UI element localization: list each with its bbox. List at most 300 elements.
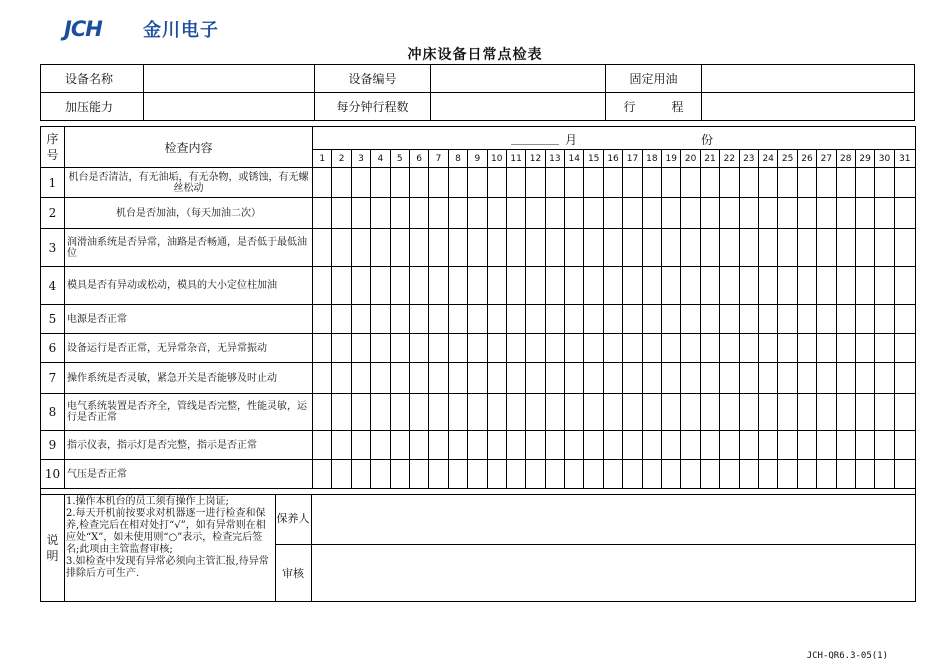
check-cell-day-16[interactable] (603, 394, 622, 431)
check-cell-day-5[interactable] (390, 431, 409, 460)
check-cell-day-6[interactable] (409, 168, 428, 198)
check-cell-day-1[interactable] (313, 363, 332, 394)
check-cell-day-21[interactable] (700, 394, 719, 431)
check-cell-day-6[interactable] (409, 305, 428, 334)
check-cell-day-22[interactable] (720, 394, 739, 431)
check-cell-day-26[interactable] (797, 229, 816, 267)
check-cell-day-17[interactable] (623, 267, 642, 305)
check-cell-day-13[interactable] (545, 431, 564, 460)
check-cell-day-13[interactable] (545, 305, 564, 334)
check-cell-day-14[interactable] (565, 229, 584, 267)
check-cell-day-22[interactable] (720, 305, 739, 334)
check-cell-day-1[interactable] (313, 198, 332, 229)
check-cell-day-1[interactable] (313, 460, 332, 489)
check-cell-day-21[interactable] (700, 431, 719, 460)
check-cell-day-5[interactable] (390, 229, 409, 267)
check-cell-day-29[interactable] (855, 305, 874, 334)
check-cell-day-19[interactable] (662, 305, 681, 334)
check-cell-day-21[interactable] (700, 460, 719, 489)
check-cell-day-8[interactable] (448, 168, 467, 198)
check-cell-day-23[interactable] (739, 394, 758, 431)
check-cell-day-8[interactable] (448, 363, 467, 394)
check-cell-day-24[interactable] (758, 267, 777, 305)
check-cell-day-18[interactable] (642, 363, 661, 394)
check-cell-day-10[interactable] (487, 363, 506, 394)
check-cell-day-23[interactable] (739, 267, 758, 305)
check-cell-day-21[interactable] (700, 198, 719, 229)
check-cell-day-14[interactable] (565, 267, 584, 305)
check-cell-day-23[interactable] (739, 460, 758, 489)
check-cell-day-7[interactable] (429, 460, 448, 489)
check-cell-day-13[interactable] (545, 363, 564, 394)
check-cell-day-6[interactable] (409, 229, 428, 267)
check-cell-day-20[interactable] (681, 334, 700, 363)
check-cell-day-15[interactable] (584, 168, 603, 198)
check-cell-day-9[interactable] (468, 334, 487, 363)
check-cell-day-23[interactable] (739, 363, 758, 394)
check-cell-day-1[interactable] (313, 334, 332, 363)
check-cell-day-11[interactable] (506, 460, 525, 489)
check-cell-day-26[interactable] (797, 267, 816, 305)
stroke-value[interactable] (702, 93, 915, 121)
check-cell-day-12[interactable] (526, 267, 545, 305)
check-cell-day-20[interactable] (681, 394, 700, 431)
check-cell-day-21[interactable] (700, 229, 719, 267)
check-cell-day-15[interactable] (584, 229, 603, 267)
check-cell-day-8[interactable] (448, 394, 467, 431)
check-cell-day-16[interactable] (603, 305, 622, 334)
check-cell-day-23[interactable] (739, 168, 758, 198)
check-cell-day-12[interactable] (526, 394, 545, 431)
check-cell-day-29[interactable] (855, 394, 874, 431)
check-cell-day-5[interactable] (390, 334, 409, 363)
check-cell-day-4[interactable] (371, 267, 390, 305)
check-cell-day-15[interactable] (584, 198, 603, 229)
check-cell-day-20[interactable] (681, 198, 700, 229)
check-cell-day-25[interactable] (778, 305, 797, 334)
check-cell-day-9[interactable] (468, 198, 487, 229)
check-cell-day-29[interactable] (855, 460, 874, 489)
check-cell-day-21[interactable] (700, 168, 719, 198)
check-cell-day-5[interactable] (390, 394, 409, 431)
check-cell-day-11[interactable] (506, 334, 525, 363)
check-cell-day-10[interactable] (487, 267, 506, 305)
check-cell-day-3[interactable] (351, 363, 370, 394)
check-cell-day-3[interactable] (351, 460, 370, 489)
check-cell-day-4[interactable] (371, 198, 390, 229)
check-cell-day-17[interactable] (623, 168, 642, 198)
check-cell-day-1[interactable] (313, 431, 332, 460)
check-cell-day-4[interactable] (371, 363, 390, 394)
check-cell-day-16[interactable] (603, 431, 622, 460)
check-cell-day-1[interactable] (313, 267, 332, 305)
strokes-per-min-value[interactable] (431, 93, 606, 121)
check-cell-day-1[interactable] (313, 305, 332, 334)
check-cell-day-6[interactable] (409, 267, 428, 305)
check-cell-day-3[interactable] (351, 334, 370, 363)
check-cell-day-29[interactable] (855, 431, 874, 460)
equipment-no-value[interactable] (431, 65, 606, 93)
check-cell-day-28[interactable] (836, 168, 855, 198)
check-cell-day-21[interactable] (700, 334, 719, 363)
check-cell-day-30[interactable] (875, 334, 894, 363)
check-cell-day-28[interactable] (836, 431, 855, 460)
check-cell-day-16[interactable] (603, 168, 622, 198)
check-cell-day-7[interactable] (429, 431, 448, 460)
check-cell-day-11[interactable] (506, 394, 525, 431)
check-cell-day-30[interactable] (875, 460, 894, 489)
equipment-name-value[interactable] (144, 65, 315, 93)
check-cell-day-23[interactable] (739, 198, 758, 229)
check-cell-day-2[interactable] (332, 267, 351, 305)
check-cell-day-10[interactable] (487, 198, 506, 229)
check-cell-day-17[interactable] (623, 305, 642, 334)
check-cell-day-20[interactable] (681, 363, 700, 394)
check-cell-day-30[interactable] (875, 394, 894, 431)
check-cell-day-24[interactable] (758, 460, 777, 489)
check-cell-day-30[interactable] (875, 168, 894, 198)
check-cell-day-19[interactable] (662, 198, 681, 229)
check-cell-day-15[interactable] (584, 267, 603, 305)
check-cell-day-6[interactable] (409, 198, 428, 229)
check-cell-day-11[interactable] (506, 363, 525, 394)
check-cell-day-31[interactable] (894, 363, 915, 394)
check-cell-day-15[interactable] (584, 305, 603, 334)
check-cell-day-30[interactable] (875, 229, 894, 267)
check-cell-day-20[interactable] (681, 431, 700, 460)
check-cell-day-7[interactable] (429, 363, 448, 394)
check-cell-day-29[interactable] (855, 334, 874, 363)
check-cell-day-19[interactable] (662, 267, 681, 305)
check-cell-day-16[interactable] (603, 198, 622, 229)
check-cell-day-18[interactable] (642, 394, 661, 431)
check-cell-day-27[interactable] (817, 198, 836, 229)
check-cell-day-20[interactable] (681, 168, 700, 198)
check-cell-day-28[interactable] (836, 394, 855, 431)
check-cell-day-3[interactable] (351, 267, 370, 305)
check-cell-day-26[interactable] (797, 460, 816, 489)
check-cell-day-7[interactable] (429, 334, 448, 363)
check-cell-day-4[interactable] (371, 229, 390, 267)
check-cell-day-23[interactable] (739, 305, 758, 334)
check-cell-day-18[interactable] (642, 168, 661, 198)
check-cell-day-27[interactable] (817, 431, 836, 460)
check-cell-day-13[interactable] (545, 229, 564, 267)
check-cell-day-8[interactable] (448, 431, 467, 460)
check-cell-day-2[interactable] (332, 431, 351, 460)
check-cell-day-21[interactable] (700, 267, 719, 305)
check-cell-day-10[interactable] (487, 168, 506, 198)
check-cell-day-4[interactable] (371, 334, 390, 363)
check-cell-day-30[interactable] (875, 305, 894, 334)
check-cell-day-14[interactable] (565, 460, 584, 489)
check-cell-day-8[interactable] (448, 267, 467, 305)
check-cell-day-9[interactable] (468, 229, 487, 267)
check-cell-day-14[interactable] (565, 334, 584, 363)
check-cell-day-2[interactable] (332, 229, 351, 267)
check-cell-day-10[interactable] (487, 305, 506, 334)
check-cell-day-31[interactable] (894, 267, 915, 305)
check-cell-day-22[interactable] (720, 363, 739, 394)
check-cell-day-10[interactable] (487, 229, 506, 267)
check-cell-day-6[interactable] (409, 460, 428, 489)
check-cell-day-13[interactable] (545, 394, 564, 431)
check-cell-day-27[interactable] (817, 460, 836, 489)
check-cell-day-26[interactable] (797, 431, 816, 460)
check-cell-day-14[interactable] (565, 168, 584, 198)
check-cell-day-24[interactable] (758, 168, 777, 198)
check-cell-day-28[interactable] (836, 267, 855, 305)
check-cell-day-12[interactable] (526, 363, 545, 394)
check-cell-day-7[interactable] (429, 168, 448, 198)
check-cell-day-19[interactable] (662, 394, 681, 431)
check-cell-day-2[interactable] (332, 334, 351, 363)
check-cell-day-13[interactable] (545, 198, 564, 229)
check-cell-day-7[interactable] (429, 305, 448, 334)
check-cell-day-7[interactable] (429, 229, 448, 267)
check-cell-day-19[interactable] (662, 363, 681, 394)
check-cell-day-17[interactable] (623, 394, 642, 431)
check-cell-day-14[interactable] (565, 431, 584, 460)
check-cell-day-19[interactable] (662, 460, 681, 489)
check-cell-day-25[interactable] (778, 334, 797, 363)
check-cell-day-16[interactable] (603, 460, 622, 489)
check-cell-day-26[interactable] (797, 334, 816, 363)
check-cell-day-2[interactable] (332, 168, 351, 198)
check-cell-day-12[interactable] (526, 431, 545, 460)
check-cell-day-10[interactable] (487, 460, 506, 489)
check-cell-day-8[interactable] (448, 460, 467, 489)
check-cell-day-19[interactable] (662, 431, 681, 460)
check-cell-day-4[interactable] (371, 394, 390, 431)
check-cell-day-28[interactable] (836, 198, 855, 229)
check-cell-day-29[interactable] (855, 198, 874, 229)
check-cell-day-29[interactable] (855, 168, 874, 198)
maintainer-signature[interactable] (311, 495, 915, 544)
check-cell-day-10[interactable] (487, 394, 506, 431)
check-cell-day-12[interactable] (526, 229, 545, 267)
check-cell-day-1[interactable] (313, 229, 332, 267)
check-cell-day-11[interactable] (506, 431, 525, 460)
check-cell-day-5[interactable] (390, 363, 409, 394)
check-cell-day-27[interactable] (817, 394, 836, 431)
check-cell-day-7[interactable] (429, 267, 448, 305)
check-cell-day-23[interactable] (739, 431, 758, 460)
check-cell-day-17[interactable] (623, 198, 642, 229)
check-cell-day-9[interactable] (468, 363, 487, 394)
check-cell-day-9[interactable] (468, 460, 487, 489)
check-cell-day-30[interactable] (875, 431, 894, 460)
check-cell-day-9[interactable] (468, 305, 487, 334)
check-cell-day-14[interactable] (565, 198, 584, 229)
check-cell-day-17[interactable] (623, 334, 642, 363)
check-cell-day-11[interactable] (506, 198, 525, 229)
check-cell-day-24[interactable] (758, 229, 777, 267)
check-cell-day-22[interactable] (720, 431, 739, 460)
check-cell-day-9[interactable] (468, 431, 487, 460)
check-cell-day-21[interactable] (700, 305, 719, 334)
check-cell-day-25[interactable] (778, 431, 797, 460)
check-cell-day-13[interactable] (545, 168, 564, 198)
check-cell-day-2[interactable] (332, 394, 351, 431)
check-cell-day-31[interactable] (894, 431, 915, 460)
check-cell-day-26[interactable] (797, 394, 816, 431)
check-cell-day-15[interactable] (584, 460, 603, 489)
check-cell-day-11[interactable] (506, 229, 525, 267)
check-cell-day-28[interactable] (836, 363, 855, 394)
check-cell-day-25[interactable] (778, 267, 797, 305)
month-blank[interactable]: ________ (511, 131, 559, 145)
check-cell-day-8[interactable] (448, 334, 467, 363)
check-cell-day-12[interactable] (526, 168, 545, 198)
check-cell-day-27[interactable] (817, 363, 836, 394)
check-cell-day-29[interactable] (855, 229, 874, 267)
check-cell-day-16[interactable] (603, 267, 622, 305)
check-cell-day-18[interactable] (642, 198, 661, 229)
check-cell-day-5[interactable] (390, 267, 409, 305)
check-cell-day-6[interactable] (409, 334, 428, 363)
check-cell-day-10[interactable] (487, 334, 506, 363)
check-cell-day-19[interactable] (662, 229, 681, 267)
check-cell-day-29[interactable] (855, 267, 874, 305)
check-cell-day-1[interactable] (313, 168, 332, 198)
check-cell-day-6[interactable] (409, 394, 428, 431)
check-cell-day-4[interactable] (371, 168, 390, 198)
check-cell-day-26[interactable] (797, 363, 816, 394)
check-cell-day-17[interactable] (623, 431, 642, 460)
check-cell-day-22[interactable] (720, 168, 739, 198)
check-cell-day-2[interactable] (332, 198, 351, 229)
check-cell-day-24[interactable] (758, 431, 777, 460)
check-cell-day-28[interactable] (836, 229, 855, 267)
check-cell-day-10[interactable] (487, 431, 506, 460)
check-cell-day-25[interactable] (778, 394, 797, 431)
check-cell-day-15[interactable] (584, 363, 603, 394)
check-cell-day-3[interactable] (351, 305, 370, 334)
check-cell-day-12[interactable] (526, 460, 545, 489)
check-cell-day-20[interactable] (681, 460, 700, 489)
check-cell-day-31[interactable] (894, 334, 915, 363)
check-cell-day-26[interactable] (797, 168, 816, 198)
check-cell-day-4[interactable] (371, 431, 390, 460)
check-cell-day-23[interactable] (739, 334, 758, 363)
check-cell-day-31[interactable] (894, 168, 915, 198)
check-cell-day-3[interactable] (351, 198, 370, 229)
check-cell-day-18[interactable] (642, 431, 661, 460)
check-cell-day-8[interactable] (448, 198, 467, 229)
check-cell-day-20[interactable] (681, 305, 700, 334)
check-cell-day-28[interactable] (836, 460, 855, 489)
check-cell-day-14[interactable] (565, 363, 584, 394)
check-cell-day-18[interactable] (642, 460, 661, 489)
check-cell-day-24[interactable] (758, 394, 777, 431)
check-cell-day-9[interactable] (468, 394, 487, 431)
check-cell-day-1[interactable] (313, 394, 332, 431)
check-cell-day-20[interactable] (681, 267, 700, 305)
check-cell-day-24[interactable] (758, 334, 777, 363)
check-cell-day-28[interactable] (836, 334, 855, 363)
check-cell-day-24[interactable] (758, 305, 777, 334)
check-cell-day-31[interactable] (894, 305, 915, 334)
check-cell-day-30[interactable] (875, 198, 894, 229)
check-cell-day-9[interactable] (468, 168, 487, 198)
check-cell-day-16[interactable] (603, 363, 622, 394)
check-cell-day-27[interactable] (817, 267, 836, 305)
check-cell-day-28[interactable] (836, 305, 855, 334)
check-cell-day-6[interactable] (409, 363, 428, 394)
pressure-capacity-value[interactable] (144, 93, 315, 121)
check-cell-day-25[interactable] (778, 363, 797, 394)
check-cell-day-24[interactable] (758, 198, 777, 229)
check-cell-day-27[interactable] (817, 168, 836, 198)
check-cell-day-18[interactable] (642, 305, 661, 334)
check-cell-day-3[interactable] (351, 431, 370, 460)
check-cell-day-5[interactable] (390, 198, 409, 229)
check-cell-day-25[interactable] (778, 168, 797, 198)
check-cell-day-7[interactable] (429, 198, 448, 229)
check-cell-day-5[interactable] (390, 305, 409, 334)
check-cell-day-3[interactable] (351, 229, 370, 267)
check-cell-day-17[interactable] (623, 363, 642, 394)
check-cell-day-12[interactable] (526, 334, 545, 363)
check-cell-day-25[interactable] (778, 229, 797, 267)
fixed-oil-value[interactable] (702, 65, 915, 93)
check-cell-day-3[interactable] (351, 394, 370, 431)
check-cell-day-11[interactable] (506, 267, 525, 305)
check-cell-day-29[interactable] (855, 363, 874, 394)
check-cell-day-4[interactable] (371, 305, 390, 334)
check-cell-day-13[interactable] (545, 460, 564, 489)
check-cell-day-18[interactable] (642, 334, 661, 363)
check-cell-day-8[interactable] (448, 229, 467, 267)
check-cell-day-26[interactable] (797, 305, 816, 334)
check-cell-day-22[interactable] (720, 267, 739, 305)
check-cell-day-2[interactable] (332, 460, 351, 489)
check-cell-day-31[interactable] (894, 198, 915, 229)
check-cell-day-27[interactable] (817, 334, 836, 363)
check-cell-day-14[interactable] (565, 305, 584, 334)
check-cell-day-11[interactable] (506, 305, 525, 334)
check-cell-day-27[interactable] (817, 305, 836, 334)
check-cell-day-3[interactable] (351, 168, 370, 198)
reviewer-signature[interactable] (311, 544, 915, 601)
check-cell-day-12[interactable] (526, 305, 545, 334)
check-cell-day-11[interactable] (506, 168, 525, 198)
check-cell-day-13[interactable] (545, 267, 564, 305)
check-cell-day-25[interactable] (778, 198, 797, 229)
check-cell-day-24[interactable] (758, 363, 777, 394)
check-cell-day-14[interactable] (565, 394, 584, 431)
check-cell-day-16[interactable] (603, 334, 622, 363)
check-cell-day-30[interactable] (875, 267, 894, 305)
check-cell-day-22[interactable] (720, 334, 739, 363)
check-cell-day-6[interactable] (409, 431, 428, 460)
check-cell-day-15[interactable] (584, 394, 603, 431)
check-cell-day-2[interactable] (332, 305, 351, 334)
check-cell-day-18[interactable] (642, 229, 661, 267)
check-cell-day-15[interactable] (584, 334, 603, 363)
check-cell-day-27[interactable] (817, 229, 836, 267)
check-cell-day-7[interactable] (429, 394, 448, 431)
check-cell-day-19[interactable] (662, 168, 681, 198)
check-cell-day-22[interactable] (720, 198, 739, 229)
check-cell-day-9[interactable] (468, 267, 487, 305)
check-cell-day-31[interactable] (894, 394, 915, 431)
check-cell-day-18[interactable] (642, 267, 661, 305)
check-cell-day-15[interactable] (584, 431, 603, 460)
check-cell-day-21[interactable] (700, 363, 719, 394)
check-cell-day-20[interactable] (681, 229, 700, 267)
